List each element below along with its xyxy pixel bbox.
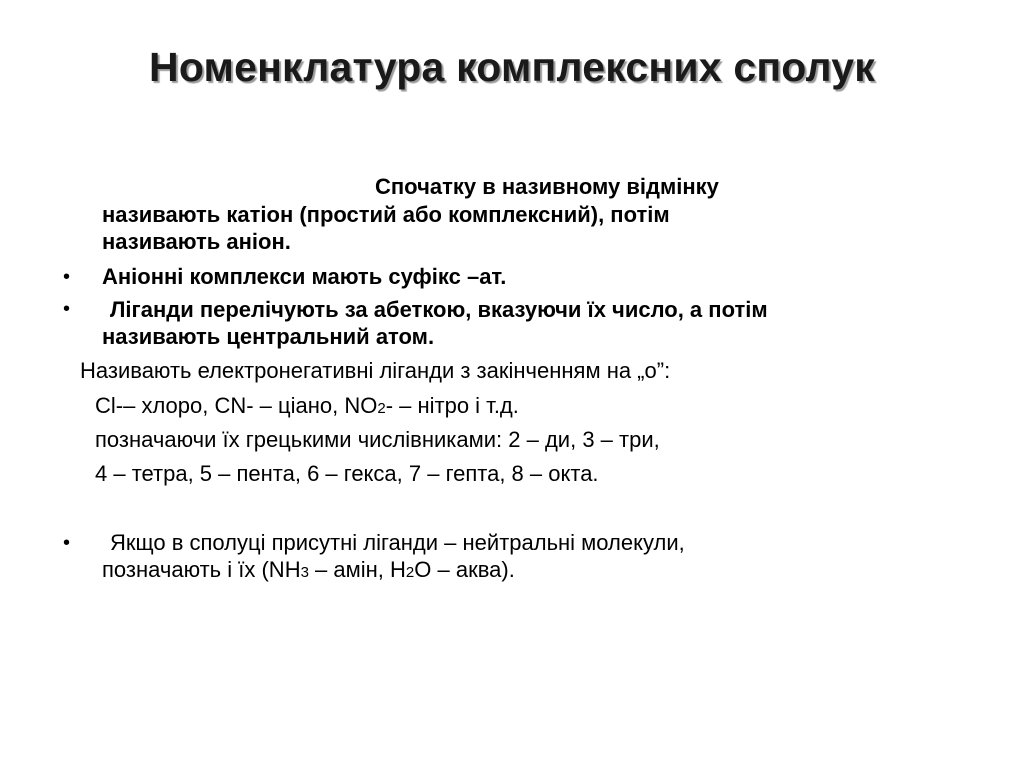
bullet-2-marker: •	[63, 298, 71, 320]
paragraph-1-line-1: Спочатку в називному відмінку	[375, 174, 719, 199]
bullet-3-line-2	[102, 557, 515, 586]
bullet-2-line-2: називають центральний атом.	[102, 324, 435, 349]
nomenclature-line-1: Називають електронегативні ліганди з закінченням на „о”:	[80, 358, 671, 383]
nomenclature-line-3: позначаючи їх грецькими числівниками: 2 – ди, 3 – три,	[95, 427, 660, 452]
bullet-3-line-1: Якщо в сполуці присутні ліганди – нейтральні молекули,	[110, 530, 685, 555]
slide-title: Номенклатура комплексних сполук	[149, 44, 875, 90]
subscript-2: 2	[377, 400, 386, 417]
ligand-list-part-b: - – нітро і т.д.	[385, 393, 519, 418]
bullet-2-line-1: Ліганди перелічують за абеткою, вказуючи їх число, а потім	[110, 297, 768, 322]
subscript-2b: 2	[405, 564, 415, 581]
neutral-ligand-part-b: – амін, H	[308, 557, 406, 582]
neutral-ligand-part-c: O – аква).	[414, 557, 515, 582]
bullet-3-marker: •	[63, 532, 71, 554]
paragraph-1-line-3: називають аніон.	[102, 229, 291, 254]
subscript-3: 3	[300, 564, 309, 581]
nomenclature-line-4: 4 – тетра, 5 – пента, 6 – гекса, 7 – гепта, 8 – окта.	[95, 461, 599, 486]
bullet-1-text: Аніонні комплекси мають суфікс –ат.	[102, 264, 507, 289]
neutral-ligand-part-a: позначають і їх (NH	[102, 557, 301, 582]
ligand-list-part-a: Cl-– хлоро, CN- – ціано, NO	[95, 393, 378, 418]
nomenclature-line-2	[95, 393, 519, 422]
paragraph-1-line-2: називають катіон (простий або комплексний), потім	[102, 202, 670, 227]
bullet-1-marker: •	[63, 266, 71, 288]
